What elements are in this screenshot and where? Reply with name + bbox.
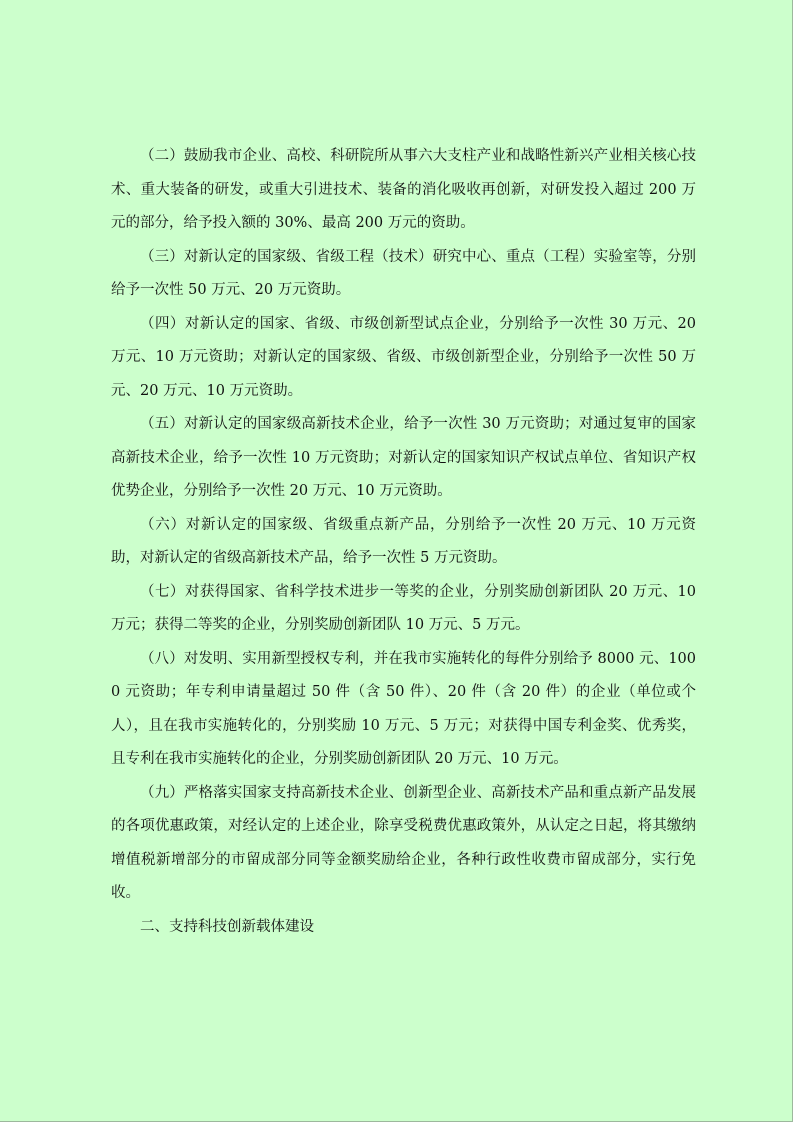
paragraph-8: （八）对发明、实用新型授权专利，并在我市实施转化的每件分别给予 8000 元、1000 元资助；年专利申请量超过 50 件（含 50 件）、20 件（含 20 件）的企业（单位或个人），且在我市实施转化的，分别奖励 10 万元、5 万元；对获得中国专利金奖、优秀奖，且专利在我市实施转化的企业，分别奖励创新团队 20 万元、10 万元。 [111, 650, 696, 767]
paragraph-9: （九）严格落实国家支持高新技术企业、创新型企业、高新技术产品和重点新产品发展的各项优惠政策，对经认定的上述企业，除享受税费优惠政策外，从认定之日起，将其缴纳增值税新增部分的市留成部分同等金额奖励给企业，各种行政性收费市留成部分，实行免收。 [111, 784, 696, 901]
paragraph-6: （六）对新认定的国家级、省级重点新产品，分别给予一次性 20 万元、10 万元资助，对新认定的省级高新技术产品，给予一次性 5 万元资助。 [111, 516, 696, 566]
paragraph-3: （三）对新认定的国家级、省级工程（技术）研究中心、重点（工程）实验室等，分别给予一次性 50 万元、20 万元资助。 [111, 248, 696, 298]
section-heading: 二、支持科技创新载体建设 [140, 918, 314, 935]
document-body [111, 140, 696, 944]
paragraph-2: （二）鼓励我市企业、高校、科研院所从事六大支柱产业和战略性新兴产业相关核心技术、重大装备的研发，或重大引进技术、装备的消化吸收再创新，对研发投入超过 200 万元的部分，给予投入额的 30%、最高 200 万元的资助。 [111, 148, 696, 231]
paragraph-7: （七）对获得国家、省科学技术进步一等奖的企业，分别奖励创新团队 20 万元、10 万元；获得二等奖的企业，分别奖励创新团队 10 万元、5 万元。 [111, 583, 696, 633]
paragraph-4: （四）对新认定的国家、省级、市级创新型试点企业，分别给予一次性 30 万元、20 万元、10 万元资助；对新认定的国家级、省级、市级创新型企业，分别给予一次性 50 万元、20 万元、10 万元资助。 [111, 315, 696, 399]
paragraph-5: （五）对新认定的国家级高新技术企业，给予一次性 30 万元资助；对通过复审的国家高新技术企业，给予一次性 10 万元资助；对新认定的国家知识产权试点单位、省知识产权优势企业，分别给予一次性 20 万元、10 万元资助。 [111, 416, 696, 499]
